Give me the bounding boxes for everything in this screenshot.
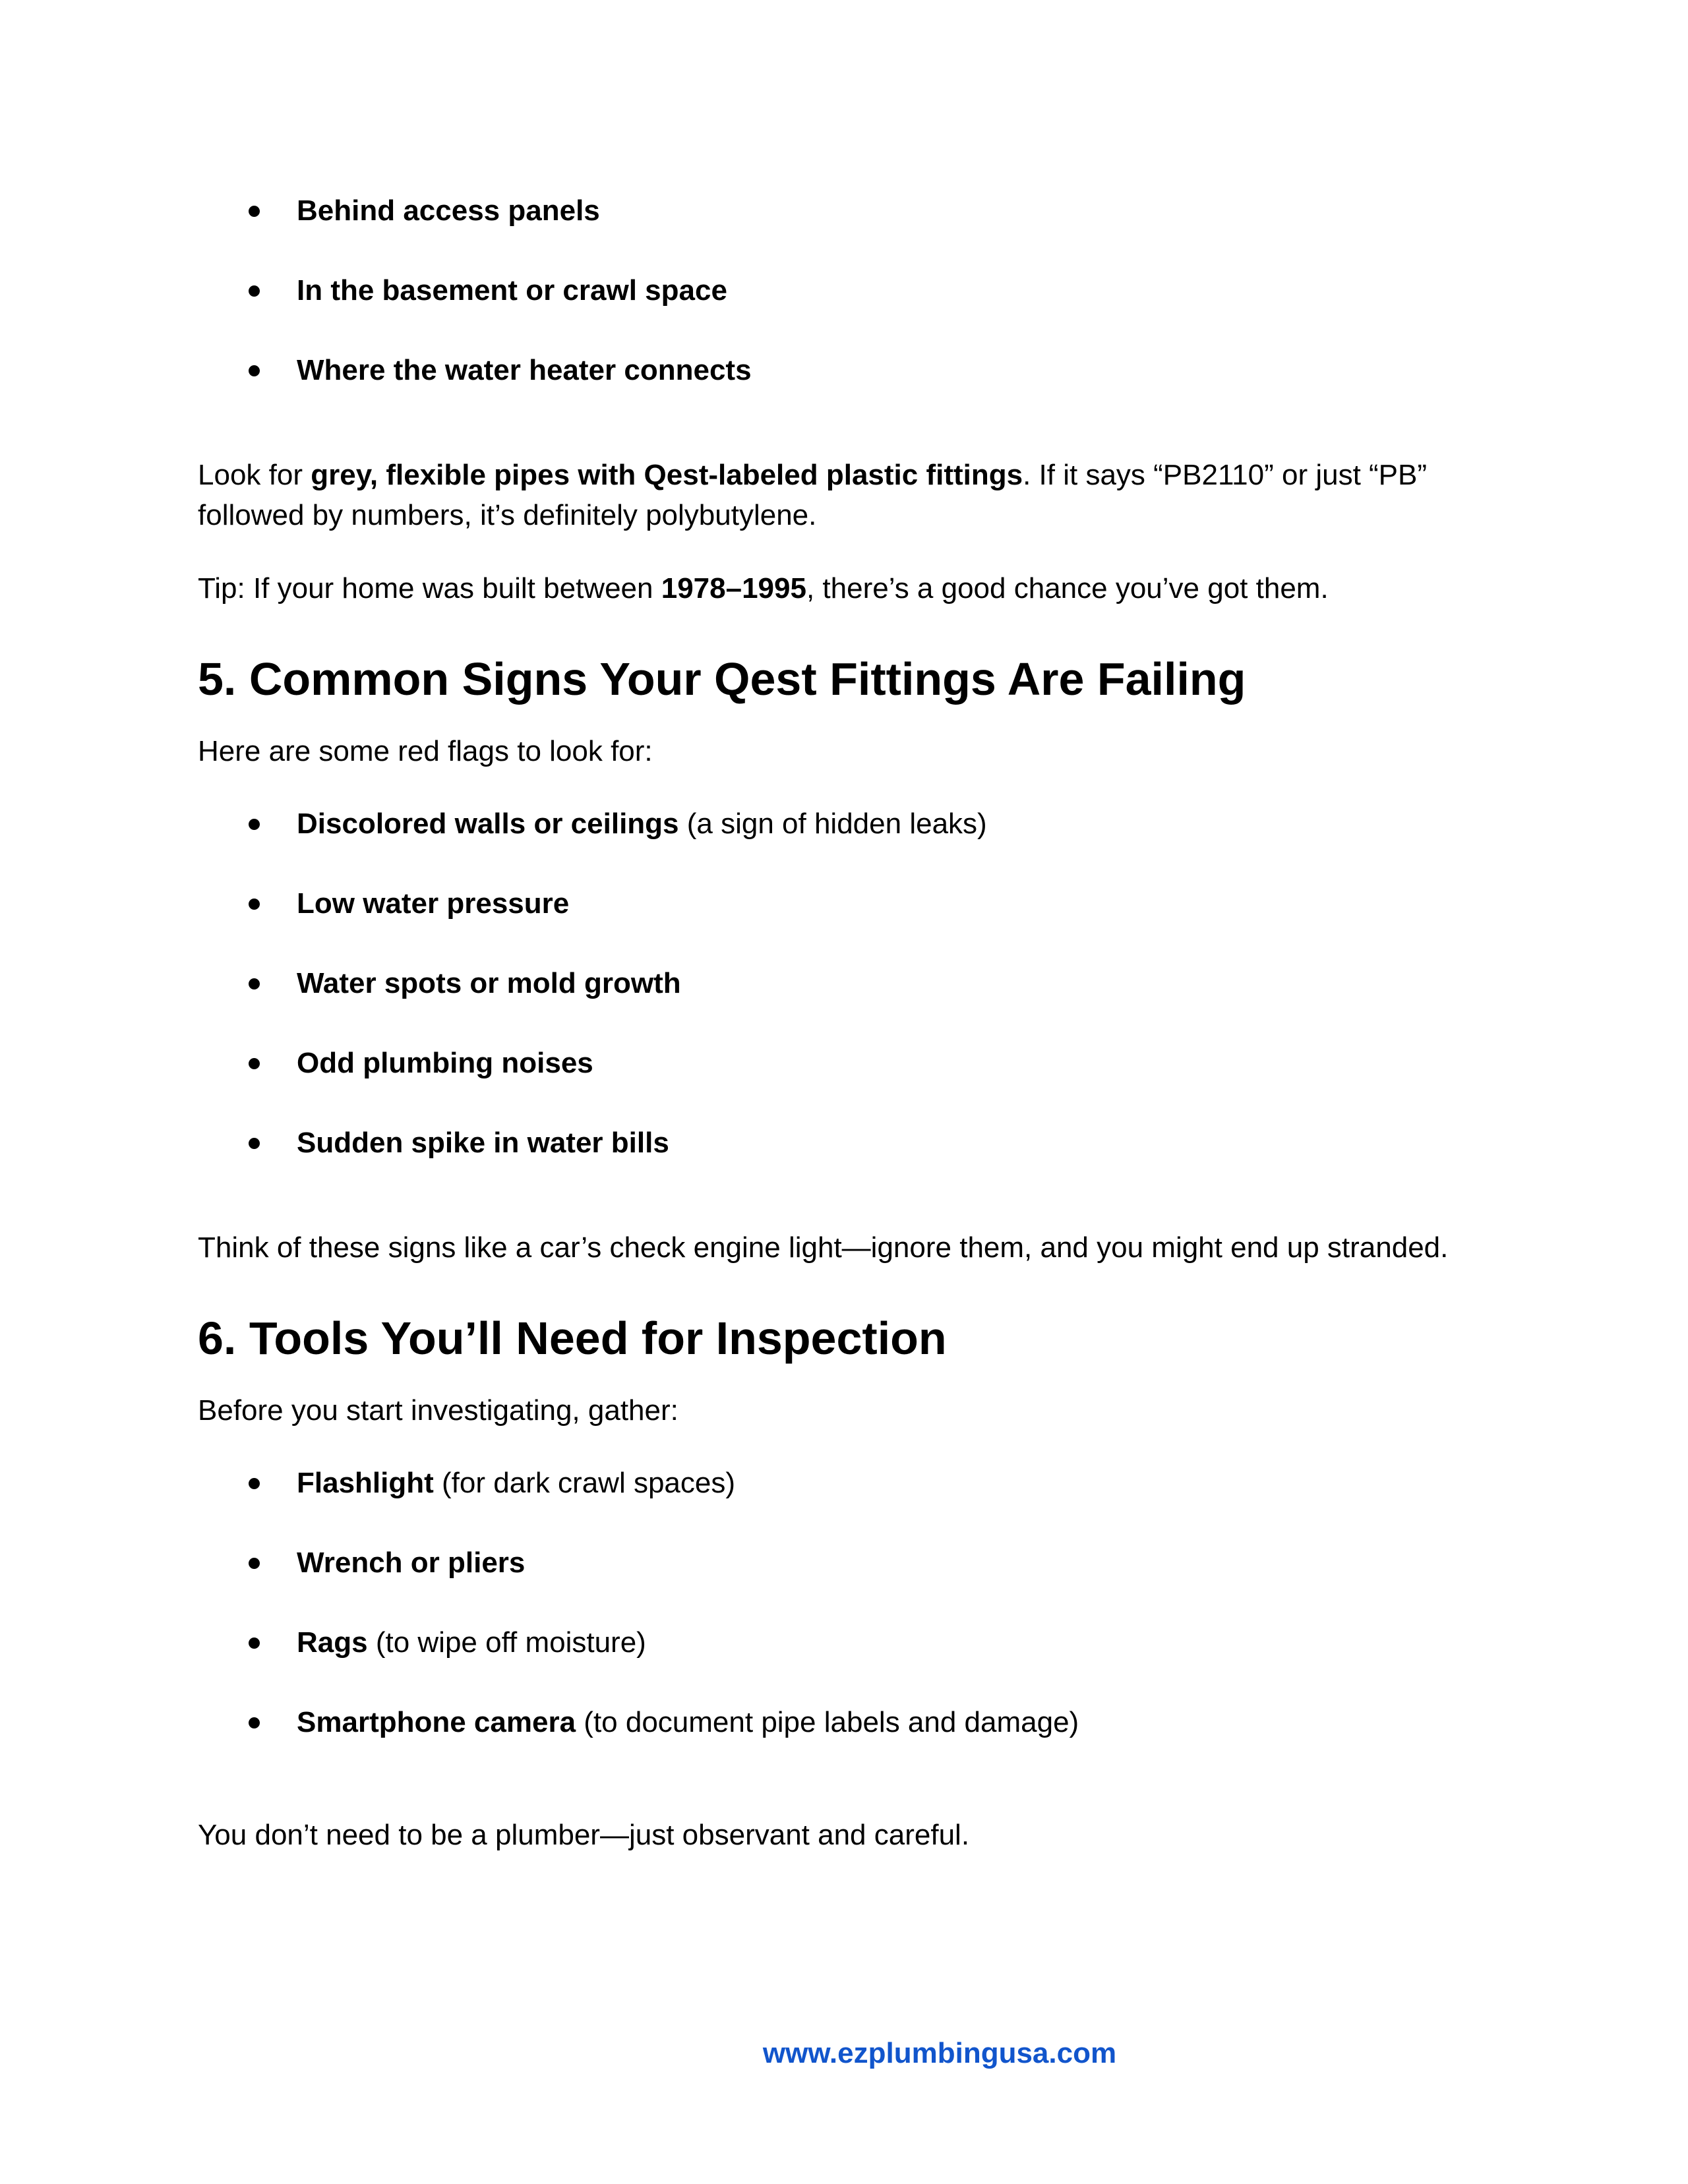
list-item xyxy=(198,1703,1490,1742)
identify-bold: grey, flexible pipes with Qest-labeled plastic fittings xyxy=(311,459,1023,491)
identify-paragraph xyxy=(198,455,1490,535)
list-item xyxy=(198,1463,1490,1503)
location-list xyxy=(198,191,1490,390)
website-link[interactable]: www.ezplumbingusa.com xyxy=(762,2037,1117,2069)
bullet-icon xyxy=(249,285,260,297)
list-item-note: (for dark crawl spaces) xyxy=(433,1467,736,1499)
list-item xyxy=(198,1543,1490,1583)
list-item-label: In the basement or crawl space xyxy=(297,274,727,307)
bullet-icon xyxy=(249,1558,260,1569)
bullet-icon xyxy=(249,819,260,830)
document-body xyxy=(198,191,1490,1855)
identify-lead: Look for xyxy=(198,459,311,491)
section-5-closing: Think of these signs like a car’s check engine light—ignore them, and you might end up stranded. xyxy=(198,1231,1449,1264)
list-item-label: Flashlight xyxy=(297,1467,434,1499)
bullet-icon xyxy=(249,1138,260,1149)
bullet-icon xyxy=(249,899,260,910)
bullet-icon xyxy=(249,206,260,217)
tools-list xyxy=(198,1463,1490,1742)
bullet-icon xyxy=(249,978,260,989)
list-item xyxy=(198,271,1490,310)
list-item xyxy=(198,884,1490,924)
warning-signs-list xyxy=(198,804,1490,1163)
section-6-intro: Before you start investigating, gather: xyxy=(198,1394,678,1427)
list-item xyxy=(198,1623,1490,1663)
tip-bold: 1978–1995 xyxy=(661,572,806,605)
tip-rest: , there’s a good chance you’ve got them. xyxy=(806,572,1329,605)
list-item-label: Wrench or pliers xyxy=(297,1547,526,1579)
list-item-label: Rags xyxy=(297,1626,368,1659)
list-item-label: Low water pressure xyxy=(297,887,570,920)
list-item-label: Discolored walls or ceilings xyxy=(297,808,679,840)
list-item-note: (a sign of hidden leaks) xyxy=(678,808,987,840)
section-5-intro: Here are some red flags to look for: xyxy=(198,735,653,767)
list-item-label: Water spots or mold growth xyxy=(297,967,681,999)
section-6-closing: You don’t need to be a plumber—just observant and careful. xyxy=(198,1819,970,1851)
list-item xyxy=(198,1044,1490,1083)
list-item-label: Behind access panels xyxy=(297,194,600,227)
tip-lead: Tip: If your home was built between xyxy=(198,572,661,605)
list-item xyxy=(198,191,1490,231)
identify-rest: . If it says “PB2110” or just “PB” followed by numbers, it’s definitely polybutylene. xyxy=(198,459,1428,531)
list-item xyxy=(198,964,1490,1003)
section-6-heading: 6. Tools You’ll Need for Inspection xyxy=(198,1313,947,1364)
list-item xyxy=(198,804,1490,844)
section-5-heading: 5. Common Signs Your Qest Fittings Are Failing xyxy=(198,653,1246,705)
bullet-icon xyxy=(249,1478,260,1489)
bullet-icon xyxy=(249,1058,260,1069)
list-item-note: (to wipe off moisture) xyxy=(367,1626,646,1659)
list-item-label: Odd plumbing noises xyxy=(297,1047,593,1079)
list-item xyxy=(198,351,1490,390)
list-item-label: Where the water heater connects xyxy=(297,354,752,386)
list-item-label: Smartphone camera xyxy=(297,1706,576,1738)
bullet-icon xyxy=(249,365,260,376)
tip-paragraph xyxy=(198,568,1490,608)
bullet-icon xyxy=(249,1717,260,1728)
list-item-note: (to document pipe labels and damage) xyxy=(576,1706,1079,1738)
bullet-icon xyxy=(249,1638,260,1649)
list-item xyxy=(198,1123,1490,1163)
list-item-label: Sudden spike in water bills xyxy=(297,1127,669,1159)
